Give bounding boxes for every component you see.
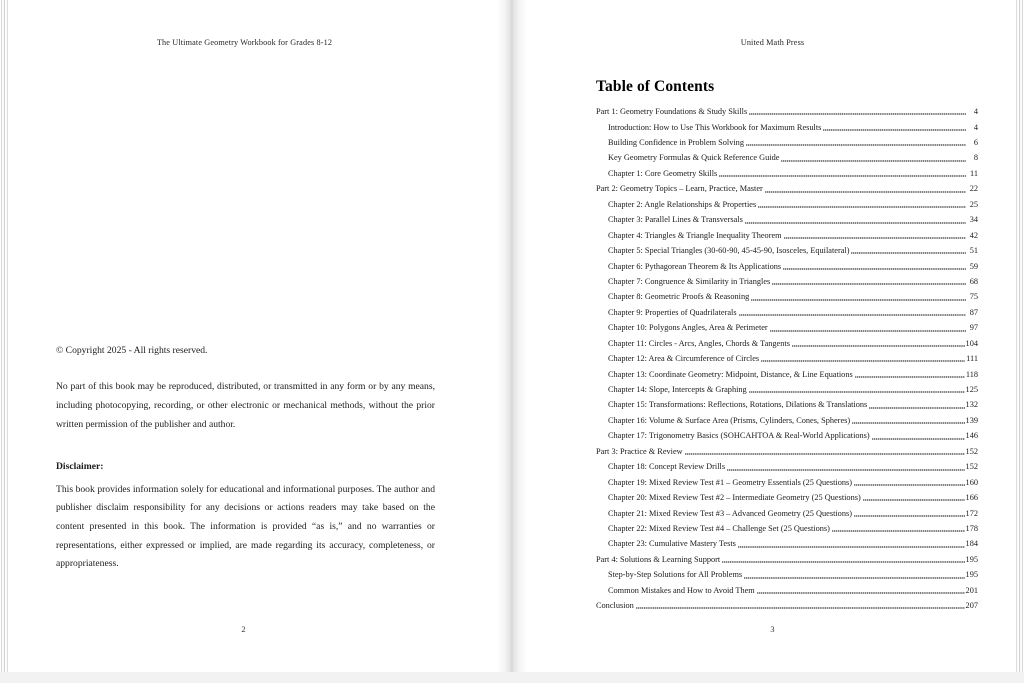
toc-entry[interactable] xyxy=(596,135,978,150)
page-left xyxy=(12,0,497,672)
toc-entry[interactable] xyxy=(596,413,978,428)
toc-entry[interactable] xyxy=(596,583,978,598)
toc-entry-label: Chapter 21: Mixed Review Test #3 – Advanced Geometry (25 Questions) xyxy=(608,508,852,518)
toc-dot-leader xyxy=(685,444,965,459)
toc-entry-label: Part 4: Solutions & Learning Support xyxy=(596,554,721,564)
toc-entry-page-number: 172 xyxy=(965,508,978,518)
toc-entry[interactable] xyxy=(596,197,978,212)
toc-dot-leader xyxy=(719,166,966,181)
toc-entry-page-number: 75 xyxy=(969,292,978,302)
toc-entry-page-number: 118 xyxy=(965,369,978,379)
toc-dot-leader xyxy=(832,521,965,536)
toc-entry[interactable] xyxy=(596,104,978,119)
toc-entry-label: Introduction: How to Use This Workbook for Maximum Results xyxy=(608,122,822,132)
toc-dot-leader xyxy=(772,274,966,289)
toc-entry[interactable] xyxy=(596,598,978,613)
toc-entry-label: Chapter 13: Coordinate Geometry: Midpoint, Distance, & Line Equations xyxy=(608,369,853,379)
toc-entry[interactable] xyxy=(596,428,978,443)
page-number-right: 3 xyxy=(770,625,775,634)
toc-entry-label: Chapter 1: Core Geometry Skills xyxy=(608,168,718,178)
disclaimer-paragraph: This book provides information solely for educational and informational purposes. The author and publisher disclaim responsibility for any decisions or actions readers may take based on the content presented in this book. The information is provided “as is,” and no warranties or representations, either expressed or implied, are made regarding its accuracy, completeness, or appropriateness. xyxy=(56,483,435,570)
toc-entry-label: Chapter 10: Polygons Angles, Area & Perimeter xyxy=(608,323,768,333)
toc-entry[interactable] xyxy=(596,536,978,551)
toc-entry-page-number: 6 xyxy=(973,138,978,148)
toc-dot-leader xyxy=(770,320,966,335)
toc-entry-label: Building Confidence in Problem Solving xyxy=(608,138,744,148)
toc-entry[interactable] xyxy=(596,274,978,289)
toc-dot-leader xyxy=(854,505,965,520)
toc-entry[interactable] xyxy=(596,382,978,397)
toc-entry-page-number: 59 xyxy=(969,261,978,271)
toc-entry-label: Chapter 7: Congruence & Similarity in Triangles xyxy=(608,276,771,286)
toc-entry-label: Chapter 20: Mixed Review Test #2 – Intermediate Geometry (25 Questions) xyxy=(608,493,861,503)
toc-entry-label: Chapter 18: Concept Review Drills xyxy=(608,462,726,472)
rights-reserved-paragraph: No part of this book may be reproduced, distributed, or transmitted in any form or by any means, including photocopying, recording, or other electronic or mechanical methods, without the prior written permission of the publisher and author. xyxy=(56,381,435,430)
toc-entry-page-number: 152 xyxy=(965,462,978,472)
toc-entry-page-number: 184 xyxy=(965,539,978,549)
toc-entry-page-number: 201 xyxy=(965,585,978,595)
toc-entry[interactable] xyxy=(596,521,978,536)
toc-entry-page-number: 195 xyxy=(965,570,978,580)
toc-entry-page-number: 22 xyxy=(969,184,978,194)
toc-entry[interactable] xyxy=(596,366,978,381)
toc-dot-leader xyxy=(783,258,966,273)
toc-entry[interactable] xyxy=(596,212,978,227)
toc-entry-label: Chapter 23: Cumulative Mastery Tests xyxy=(608,539,736,549)
toc-entry-page-number: 104 xyxy=(965,338,978,348)
toc-entry-page-number: 42 xyxy=(969,230,978,240)
toc-entry[interactable] xyxy=(596,567,978,582)
toc-dot-leader xyxy=(852,413,964,428)
toc-entry[interactable] xyxy=(596,258,978,273)
toc-entry-label: Part 2: Geometry Topics – Learn, Practice, Master xyxy=(596,184,763,194)
toc-dot-leader xyxy=(749,104,966,119)
toc-dot-leader xyxy=(727,459,964,474)
toc-entry-page-number: 68 xyxy=(969,276,978,286)
toc-entry-label: Key Geometry Formulas & Quick Reference Guide xyxy=(608,153,780,163)
toc-entry-label: Chapter 5: Special Triangles (30-60-90, 45-45-90, Isosceles, Equilateral) xyxy=(608,246,850,256)
toc-entry-label: Chapter 19: Mixed Review Test #1 – Geometry Essentials (25 Questions) xyxy=(608,477,852,487)
toc-entry-page-number: 195 xyxy=(965,554,978,564)
toc-entry-page-number: 152 xyxy=(965,446,978,456)
toc-entry[interactable] xyxy=(596,351,978,366)
toc-entry-label: Chapter 9: Properties of Quadrilaterals xyxy=(608,307,737,317)
toc-entry-page-number: 111 xyxy=(966,354,978,364)
toc-entry-label: Chapter 8: Geometric Proofs & Reasoning xyxy=(608,292,750,302)
toc-entry[interactable] xyxy=(596,505,978,520)
toc-entry-label: Chapter 15: Transformations: Reflections, Rotations, Dilations & Translations xyxy=(608,400,868,410)
page-stack-edge-right xyxy=(1012,0,1024,672)
toc-dot-leader xyxy=(757,583,965,598)
toc-dot-leader xyxy=(744,567,964,582)
book-spine-gutter xyxy=(497,0,527,672)
toc-entry-label: Chapter 22: Mixed Review Test #4 – Challenge Set (25 Questions) xyxy=(608,523,830,533)
toc-entry-label: Step-by-Step Solutions for All Problems xyxy=(608,570,743,580)
toc-entry-label: Chapter 2: Angle Relationships & Properties xyxy=(608,199,757,209)
toc-dot-leader xyxy=(758,197,966,212)
toc-dot-leader xyxy=(855,366,965,381)
toc-entry-label: Part 3: Practice & Review xyxy=(596,446,683,456)
toc-entry-page-number: 51 xyxy=(969,246,978,256)
toc-entry[interactable] xyxy=(596,490,978,505)
toc-entry[interactable] xyxy=(596,336,978,351)
toc-dot-leader xyxy=(746,135,966,150)
copyright-block xyxy=(56,344,435,600)
toc-dot-leader xyxy=(722,552,964,567)
toc-entry[interactable] xyxy=(596,181,978,196)
toc-dot-leader xyxy=(749,382,965,397)
toc-dot-leader xyxy=(751,289,966,304)
toc-dot-leader xyxy=(792,336,965,351)
toc-entry-page-number: 160 xyxy=(965,477,978,487)
toc-entry[interactable] xyxy=(596,228,978,243)
toc-entry-page-number: 132 xyxy=(965,400,978,410)
toc-dot-leader xyxy=(784,228,966,243)
toc-entry-page-number: 146 xyxy=(965,431,978,441)
toc-entry-label: Chapter 4: Triangles & Triangle Inequality Theorem xyxy=(608,230,782,240)
toc-entry[interactable] xyxy=(596,475,978,490)
toc-dot-leader xyxy=(872,428,965,443)
toc-entry-label: Common Mistakes and How to Avoid Them xyxy=(608,585,755,595)
running-head-right: United Math Press xyxy=(740,38,805,47)
toc-entry-page-number: 207 xyxy=(965,601,978,611)
table-of-contents-title: Table of Contents xyxy=(596,78,715,95)
toc-dot-leader xyxy=(761,351,965,366)
copyright-line: © Copyright 2025 - All rights reserved. xyxy=(56,345,208,356)
toc-entry-page-number: 178 xyxy=(965,523,978,533)
toc-entry-label: Chapter 17: Trigonometry Basics (SOHCAHTOA & Real-World Applications) xyxy=(608,431,870,441)
toc-entry-label: Chapter 3: Parallel Lines & Transversals xyxy=(608,215,743,225)
toc-entry[interactable] xyxy=(596,243,978,258)
toc-entry-page-number: 34 xyxy=(969,215,978,225)
running-head-left: The Ultimate Geometry Workbook for Grades 8-12 xyxy=(156,38,333,47)
toc-entry[interactable] xyxy=(596,459,978,474)
toc-dot-leader xyxy=(851,243,966,258)
table-of-contents xyxy=(596,78,978,613)
toc-entry[interactable] xyxy=(596,444,978,459)
toc-entry-page-number: 139 xyxy=(965,415,978,425)
toc-entry-page-number: 25 xyxy=(969,199,978,209)
toc-entry-label: Chapter 16: Volume & Surface Area (Prisms, Cylinders, Cones, Spheres) xyxy=(608,415,851,425)
page-number-left: 2 xyxy=(241,625,246,634)
toc-dot-leader xyxy=(869,397,964,412)
toc-entry-page-number: 125 xyxy=(965,385,978,395)
page-stack-edge-left xyxy=(0,0,12,672)
toc-entry[interactable] xyxy=(596,397,978,412)
toc-entry-label: Chapter 6: Pythagorean Theorem & Its Applications xyxy=(608,261,782,271)
page-right xyxy=(527,0,1012,672)
toc-entry-label: Chapter 14: Slope, Intercepts & Graphing xyxy=(608,385,747,395)
toc-dot-leader xyxy=(738,536,965,551)
toc-entry-label: Conclusion xyxy=(596,601,634,611)
toc-entry-page-number: 4 xyxy=(973,107,978,117)
toc-dot-leader xyxy=(781,150,966,165)
toc-entry-label: Chapter 12: Area & Circumference of Circles xyxy=(608,354,760,364)
toc-dot-leader xyxy=(745,212,966,227)
toc-entry-label: Chapter 11: Circles - Arcs, Angles, Chords & Tangents xyxy=(608,338,790,348)
toc-dot-leader xyxy=(739,305,966,320)
toc-entry-page-number: 97 xyxy=(969,323,978,333)
disclaimer-heading: Disclaimer: xyxy=(56,460,104,472)
toc-dot-leader xyxy=(636,598,965,613)
toc-dot-leader xyxy=(854,475,965,490)
toc-entry[interactable] xyxy=(596,320,978,335)
toc-entry[interactable] xyxy=(596,289,978,304)
toc-entry[interactable] xyxy=(596,119,978,134)
toc-dot-leader xyxy=(863,490,965,505)
toc-dot-leader xyxy=(765,181,966,196)
toc-entry-label: Part 1: Geometry Foundations & Study Skills xyxy=(596,107,748,117)
toc-entry[interactable] xyxy=(596,150,978,165)
toc-entry-page-number: 166 xyxy=(965,493,978,503)
toc-dot-leader xyxy=(823,119,966,134)
toc-entry-page-number: 8 xyxy=(973,153,978,163)
toc-entry[interactable] xyxy=(596,305,978,320)
toc-entry-list xyxy=(596,104,978,613)
toc-entry-page-number: 11 xyxy=(970,168,978,178)
toc-entry[interactable] xyxy=(596,552,978,567)
toc-entry-page-number: 87 xyxy=(969,307,978,317)
toc-entry-page-number: 4 xyxy=(973,122,978,132)
toc-entry[interactable] xyxy=(596,166,978,181)
